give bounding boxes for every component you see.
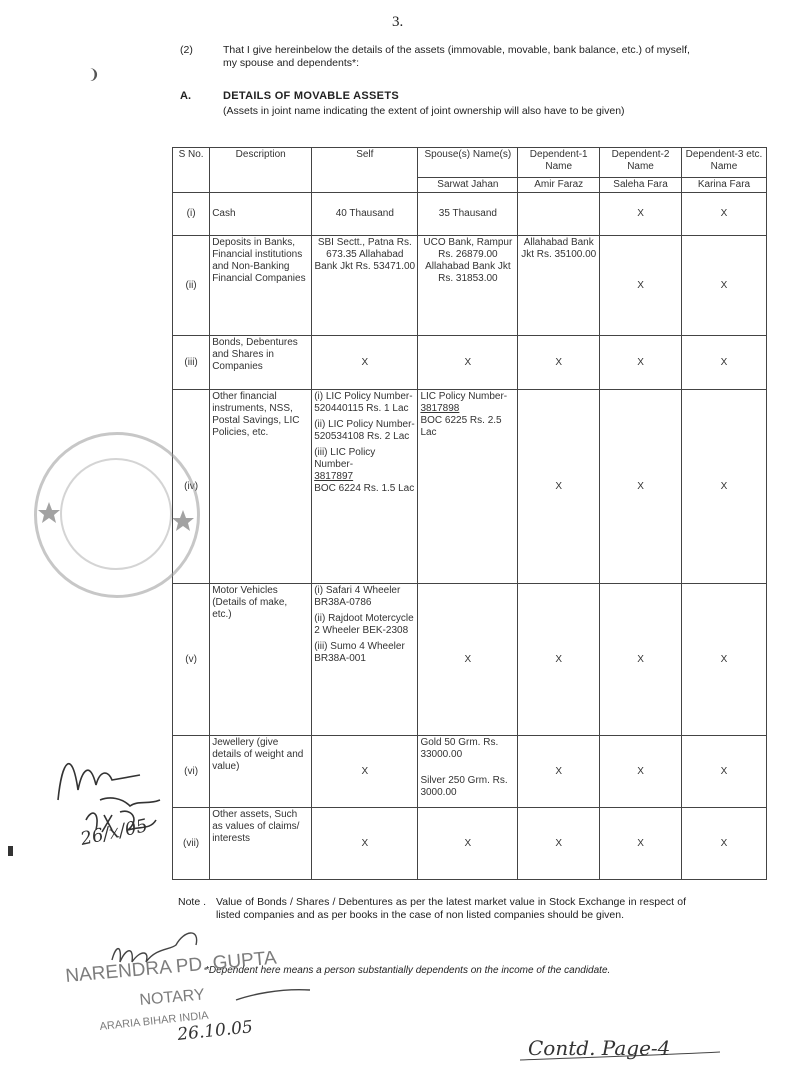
- dependent-1-name: Amir Faraz: [518, 178, 600, 193]
- self-lic-policy-1: (i) LIC Policy Number- 520440115 Rs. 1 Lac: [314, 391, 413, 414]
- self-lic-policy-3-detail: BOC 6224 Rs. 1.5 Lac: [314, 483, 415, 494]
- row-description: Cash: [210, 193, 312, 236]
- self-lic-policy-2: (ii) LIC Policy Number- 520534108 Rs. 2 Lac: [314, 419, 415, 442]
- row-description: Other assets, Such as values of claims/ interests: [210, 808, 312, 880]
- self-vehicle-2: (ii) Rajdoot Motercycle 2 Wheeler BEK-2308: [314, 613, 414, 636]
- header-dependent-2: Dependent-2 Name: [600, 148, 682, 178]
- row-dependent-2: X: [600, 236, 682, 336]
- row-sno: (vi): [173, 736, 210, 808]
- row-spouse: X: [418, 808, 518, 880]
- row-self: X: [312, 808, 418, 880]
- row-dependent-3: X: [681, 336, 766, 390]
- self-lic-policy-3-label: (iii) LIC Policy Number-: [314, 447, 376, 470]
- row-sno: (iii): [173, 336, 210, 390]
- row-self: X: [312, 736, 418, 808]
- section-title: DETAILS OF MOVABLE ASSETS: [223, 90, 399, 102]
- intro-number: (2): [180, 44, 193, 56]
- row-spouse: 35 Thausand: [418, 193, 518, 236]
- row-sno: (ii): [173, 236, 210, 336]
- page-number: 3.: [392, 14, 404, 30]
- spouse-gold: Gold 50 Grm. Rs. 33000.00: [420, 737, 499, 760]
- header-dependent-3: Dependent-3 etc. Name: [681, 148, 766, 178]
- spouse-lic-policy-detail: BOC 6225 Rs. 2.5 Lac: [420, 415, 502, 438]
- tick-mark: ❩: [88, 66, 100, 82]
- row-dependent-1: X: [518, 390, 600, 584]
- dependent-definition: *Dependent here means a person substantially dependents on the income of the candidate.: [205, 965, 611, 976]
- row-spouse: UCO Bank, Rampur Rs. 26879.00 Allahabad Bank Jkt Rs. 31853.00: [418, 236, 518, 336]
- note-text: Value of Bonds / Shares / Debentures as per the latest market value in Stock Exchange in respect of listed companies and as per books in the case of non listed companies should be given.: [216, 896, 686, 921]
- continued-note: Contd. Page-4: [528, 1036, 671, 1060]
- row-description: Jewellery (give details of weight and value): [210, 736, 312, 808]
- row-description: Other financial instruments, NSS, Postal Savings, LIC Policies, etc.: [210, 390, 312, 584]
- row-dependent-1: X: [518, 736, 600, 808]
- row-dependent-2: X: [600, 736, 682, 808]
- row-sno: (v): [173, 584, 210, 736]
- row-dependent-2: X: [600, 336, 682, 390]
- row-description: Deposits in Banks, Financial institutions and Non-Banking Financial Companies: [210, 236, 312, 336]
- row-dependent-3: X: [681, 736, 766, 808]
- row-dependent-2: X: [600, 808, 682, 880]
- row-dependent-3: X: [681, 236, 766, 336]
- spouse-lic-policy-label: LIC Policy Number-: [420, 391, 508, 402]
- self-lic-policy-3-number: 3817897: [314, 471, 354, 482]
- row-dependent-3: X: [681, 808, 766, 880]
- row-dependent-1: X: [518, 584, 600, 736]
- header-self: Self: [312, 148, 418, 193]
- seal-star-icon: [38, 502, 194, 531]
- row-sno: (vii): [173, 808, 210, 880]
- header-sno: S No.: [173, 148, 210, 193]
- spouse-name: Sarwat Jahan: [418, 178, 518, 193]
- row-dependent-3: X: [681, 193, 766, 236]
- intro-text: That I give hereinbelow the details of the assets (immovable, movable, bank balance, etc.) of myself, my spouse and dependents*:: [223, 44, 690, 69]
- row-dependent-2: X: [600, 193, 682, 236]
- row-description: Bonds, Debentures and Shares in Companies: [210, 336, 312, 390]
- spouse-lic-policy-number: 3817898: [420, 403, 460, 414]
- stamp-date: 26.10.05: [176, 1017, 254, 1045]
- self-vehicle-1: (i) Safari 4 Wheeler BR38A-0786: [314, 585, 401, 608]
- stamp-place: ARARIA BIHAR INDIA: [99, 1009, 210, 1033]
- self-vehicle-3: (iii) Sumo 4 Wheeler BR38A-001: [314, 641, 405, 664]
- note-label: Note .: [178, 896, 207, 908]
- row-dependent-1: Allahabad Bank Jkt Rs. 35100.00: [518, 236, 600, 336]
- spouse-silver: Silver 250 Grm. Rs. 3000.00: [420, 775, 508, 798]
- row-self: X: [312, 336, 418, 390]
- dependent-2-name: Saleha Fara: [600, 178, 682, 193]
- row-spouse: X: [418, 336, 518, 390]
- section-note: (Assets in joint name indicating the extent of joint ownership will also have to be given): [223, 105, 625, 117]
- row-dependent-2: X: [600, 584, 682, 736]
- stamp-title: NOTARY: [138, 986, 206, 1009]
- section-letter: A.: [180, 90, 191, 102]
- row-description: Motor Vehicles (Details of make, etc.): [210, 584, 312, 736]
- header-dependent-1: Dependent-1 Name: [518, 148, 600, 178]
- row-sno: (iv): [173, 390, 210, 584]
- row-dependent-2: X: [600, 390, 682, 584]
- row-spouse: X: [418, 584, 518, 736]
- row-dependent-3: X: [681, 390, 766, 584]
- header-description: Description: [210, 148, 312, 193]
- dependent-3-name: Karina Fara: [681, 178, 766, 193]
- row-dependent-1: X: [518, 808, 600, 880]
- binding-hole-mark: [8, 846, 13, 856]
- row-sno: (i): [173, 193, 210, 236]
- row-dependent-1: X: [518, 336, 600, 390]
- left-signature-date: 26/x/05: [78, 815, 150, 850]
- header-spouse: Spouse(s) Name(s): [418, 148, 518, 178]
- row-self: SBI Sectt., Patna Rs. 673.35 Allahabad Bank Jkt Rs. 53471.00: [312, 236, 418, 336]
- stamp-name: NARENDRA PD. GUPTA: [64, 947, 278, 987]
- row-dependent-3: X: [681, 584, 766, 736]
- row-self: 40 Thausand: [312, 193, 418, 236]
